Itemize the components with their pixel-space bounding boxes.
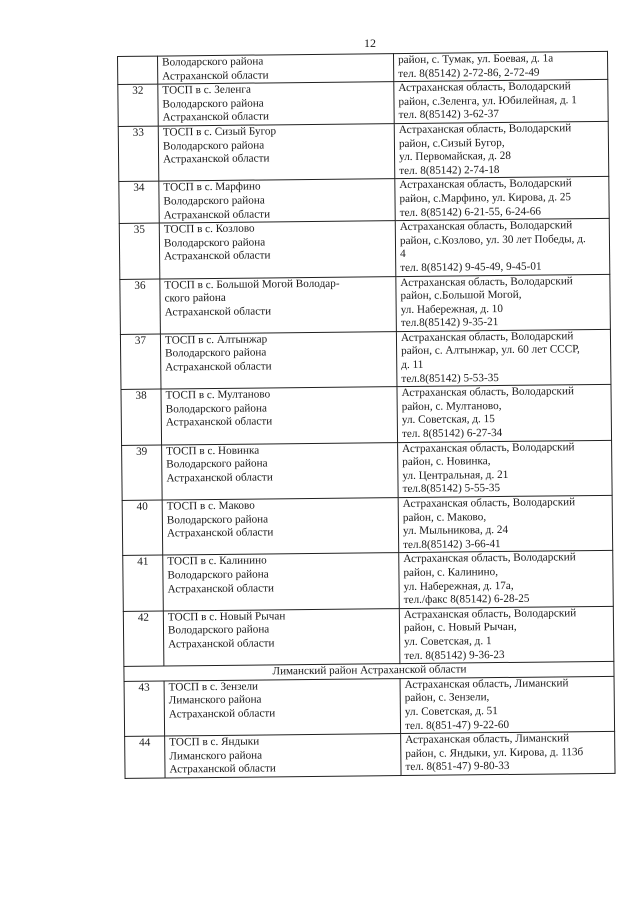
row-number: 42 (123, 611, 164, 667)
office-address-line: Астраханская область, Володарский (403, 606, 577, 621)
office-name-line: ТОСП в с. Новый Рычан (167, 610, 286, 624)
office-name-line: Володарского района (167, 623, 270, 637)
office-name-line: Володарского района (162, 139, 265, 153)
office-address-cell (396, 274, 611, 332)
office-address-cell (401, 731, 615, 775)
office-name-line: Лиманского района (169, 749, 263, 763)
office-address-line: ул. Советская, д. 15 (401, 413, 495, 427)
row-number: 35 (119, 223, 160, 279)
table-row (121, 385, 612, 446)
office-address-line: ул. Советская, д. 51 (404, 704, 498, 718)
table-row (120, 329, 611, 390)
office-name-cell (162, 498, 399, 556)
office-address-line: район, с.Большой Могой, (400, 288, 522, 303)
office-name-cell (165, 734, 401, 778)
office-name-line: ТОСП в с. Сизый Бугор (162, 125, 277, 139)
office-name-line: ТОСП в с. Маково (166, 499, 255, 513)
office-address-line: район, с. Маково, (402, 510, 487, 524)
office-address-line: тел. 8(85142) 9-36-23 (404, 648, 505, 662)
office-name-line: ТОСП в с. Алтынжар (164, 333, 268, 347)
office-address-cell (394, 121, 609, 179)
offices-table (117, 51, 616, 779)
office-name-cell (159, 179, 395, 223)
office-name-cell (161, 387, 398, 445)
office-name-line: Астраханской области (167, 581, 275, 596)
row-number: 34 (119, 181, 159, 223)
office-name-line: Астраханской области (168, 707, 276, 721)
row-number: 43 (124, 681, 165, 737)
office-address-line: район, с. Зензели, (404, 691, 490, 705)
office-address-line: тел. 8(85142) 6-21-55, 6-24-66 (399, 205, 541, 219)
office-address-line: Астраханская область, Володарский (398, 80, 571, 95)
office-address-cell (399, 551, 614, 609)
row-number: 38 (121, 389, 162, 445)
office-name-cell (158, 54, 394, 85)
office-address-cell (395, 218, 610, 276)
office-name-cell (163, 553, 400, 611)
office-address-line: Астраханская область, Володарский (398, 122, 572, 137)
office-address-line: 4 (400, 248, 406, 261)
office-address-line: Астраханская область, Володарский (401, 385, 574, 400)
office-address-line: тел. 8(85142) 2-74-18 (399, 163, 500, 177)
table-row (122, 440, 613, 501)
office-address-line: район, с. Яндыки, ул. Кирова, д. 113б (405, 745, 584, 760)
office-address-line: район, с.Козлово, ул. 30 лет Победы, д. (399, 232, 586, 247)
office-address-line: Астраханская область, Володарский (399, 219, 573, 234)
office-address-line: ул. Мыльникова, д. 24 (402, 524, 509, 538)
office-name-cell (159, 221, 396, 279)
office-address-cell (398, 440, 613, 498)
row-number: 33 (118, 126, 159, 182)
row-number: 37 (120, 334, 161, 390)
office-name-line: ТОСП в с. Марфино (163, 180, 261, 194)
office-address-line: ул. Советская, д. 1 (404, 635, 492, 648)
office-name-line: Володарского района (166, 513, 269, 527)
office-address-line: тел. 8(85142) 3-62-37 (398, 108, 499, 122)
office-name-line: Астраханской области (168, 637, 275, 651)
office-address-cell (399, 606, 614, 664)
row-number: 41 (123, 555, 164, 611)
page-number: 12 (364, 36, 376, 50)
office-name-line: Астраханской области (165, 415, 273, 429)
office-name-cell (163, 608, 400, 666)
office-name-line: Володарского района (162, 97, 264, 111)
office-name-line: Володарского района (163, 236, 266, 250)
office-name-line: ТОСП в с. Яндыки (169, 735, 260, 749)
office-address-cell (397, 385, 612, 443)
office-address-line: тел./факс 8(85142) 6-28-25 (403, 592, 530, 607)
office-name-cell (164, 678, 401, 736)
office-address-line: район, с. Новинка, (402, 455, 491, 469)
office-name-line: Астраханской области (163, 152, 270, 166)
table-row (119, 218, 610, 279)
office-address-line: Астраханская область, Володарский (400, 274, 573, 289)
office-address-line: тел. 8(851-47) 9-22-60 (404, 718, 510, 732)
office-name-line: Лиманского района (168, 693, 262, 707)
office-address-line: район, с.Марфино, ул. Кирова, д. 25 (399, 191, 572, 205)
table-row (125, 731, 615, 778)
office-name-line: Астраханской области (164, 249, 271, 263)
office-name-line: Володарского района (163, 194, 265, 208)
office-address-cell (400, 676, 615, 734)
section-heading: Лиманский район Астраханской области (124, 661, 614, 681)
row-number (118, 56, 158, 85)
row-number: 40 (122, 500, 163, 556)
office-address-line: Астраханская область, Володарский (402, 496, 576, 511)
table-row (118, 80, 608, 127)
office-address-line: тел. 8(85142) 6-27-34 (401, 427, 503, 441)
office-name-line: Астраханской области (165, 360, 272, 374)
row-number: 36 (120, 279, 161, 335)
office-name-cell (158, 124, 395, 182)
office-address-cell (396, 329, 611, 387)
office-address-line: тел. 8(851-47) 9-80-33 (405, 760, 510, 774)
offices-table-body (118, 51, 616, 778)
office-name-cell (160, 276, 397, 334)
row-number: 39 (122, 445, 163, 501)
office-address-line: тел. 8(85142) 2-72-86, 2-72-49 (398, 66, 540, 80)
office-address-line: тел. 8(85142) 9-45-49, 9-45-01 (400, 260, 542, 274)
office-address-line: район, с. Тумак, ул. Боевая, д. 1а (397, 52, 554, 67)
office-name-line: Володарского района (167, 568, 269, 582)
office-address-line: Астраханская область, Лиманский (404, 677, 569, 691)
office-name-line: ТОСП в с. Зеленга (162, 83, 251, 97)
office-address-line: район, с. Мултаново, (401, 399, 502, 413)
office-address-cell (395, 177, 609, 221)
office-address-line: Астраханская область, Володарский (400, 330, 574, 344)
office-name-line: ТОСП в с. Новинка (166, 444, 260, 458)
office-name-line: Астраханской области (163, 207, 271, 222)
office-address-line: район, с. Калинино, (403, 566, 499, 579)
table-row (120, 274, 611, 335)
office-address-line: тел.8(85142) 5-53-35 (401, 371, 499, 385)
office-address-line: район, с.Сизый Бугор, (398, 136, 505, 150)
office-address-line: Астраханская область, Лиманский (405, 732, 570, 747)
office-address-line: тел.8(85142) 9-35-21 (400, 316, 499, 330)
office-address-line: ул. Первомайская, д. 28 (399, 150, 512, 164)
table-row (123, 606, 614, 667)
office-name-line: ТОСП в с. Калинино (167, 554, 267, 568)
office-name-line: Володарского района (166, 457, 268, 471)
office-address-line: ул. Центральная, д. 21 (402, 468, 509, 482)
office-name-line: ТОСП в с. Мултаново (165, 388, 271, 402)
office-name-line: Астраханской области (164, 305, 272, 319)
office-address-line: Астраханская область, Володарский (399, 177, 572, 192)
office-address-line: тел.8(85142) 3-66-41 (403, 537, 501, 551)
office-address-line: тел.8(85142) 5-55-35 (402, 482, 501, 496)
office-name-line: Астраханской области (166, 526, 274, 540)
office-address-line: ул. Набережная, д. 17а, (403, 579, 514, 593)
table-row (119, 177, 609, 224)
office-name-line: ТОСП в с. Козлово (163, 222, 255, 236)
office-address-line: д. 11 (401, 358, 424, 372)
table-row (122, 495, 613, 556)
office-name-line: Володарского района (165, 346, 267, 360)
office-name-line: ского района (164, 291, 226, 305)
office-name-line: Астраханской области (169, 762, 276, 776)
office-address-line: Астраханская область, Володарский (403, 551, 576, 566)
office-address-line: район, с.Зеленга, ул. Юбилейная, д. 1 (398, 93, 577, 108)
table-row (124, 676, 615, 737)
office-address-cell (398, 495, 613, 553)
office-name-cell (162, 442, 399, 500)
office-address-line: Астраханская область, Володарский (402, 440, 575, 455)
office-name-line: Астраханской области (166, 471, 273, 485)
office-name-line: Володарского района (162, 55, 264, 69)
office-address-cell (394, 80, 608, 124)
office-address-line: район, с. Алтынжар, ул. 60 лет СССР, (401, 343, 580, 358)
office-name-cell (158, 82, 394, 126)
office-name-line: Володарского района (165, 402, 267, 416)
row-number: 32 (118, 84, 158, 126)
office-name-line: Астраханской области (162, 110, 270, 124)
table-row (118, 121, 609, 182)
office-name-line: Астраханской области (162, 69, 269, 83)
office-name-line: ТОСП в с. Большой Могой Володар- (164, 277, 340, 292)
office-address-line: ул. Набережная, д. 10 (400, 302, 504, 316)
table-row (123, 551, 614, 612)
office-name-line: ТОСП в с. Зензели (168, 680, 259, 694)
office-address-line: район, с. Новый Рычан, (403, 621, 517, 635)
row-number: 44 (125, 736, 165, 778)
office-name-cell (160, 331, 397, 389)
office-address-cell (393, 51, 607, 81)
